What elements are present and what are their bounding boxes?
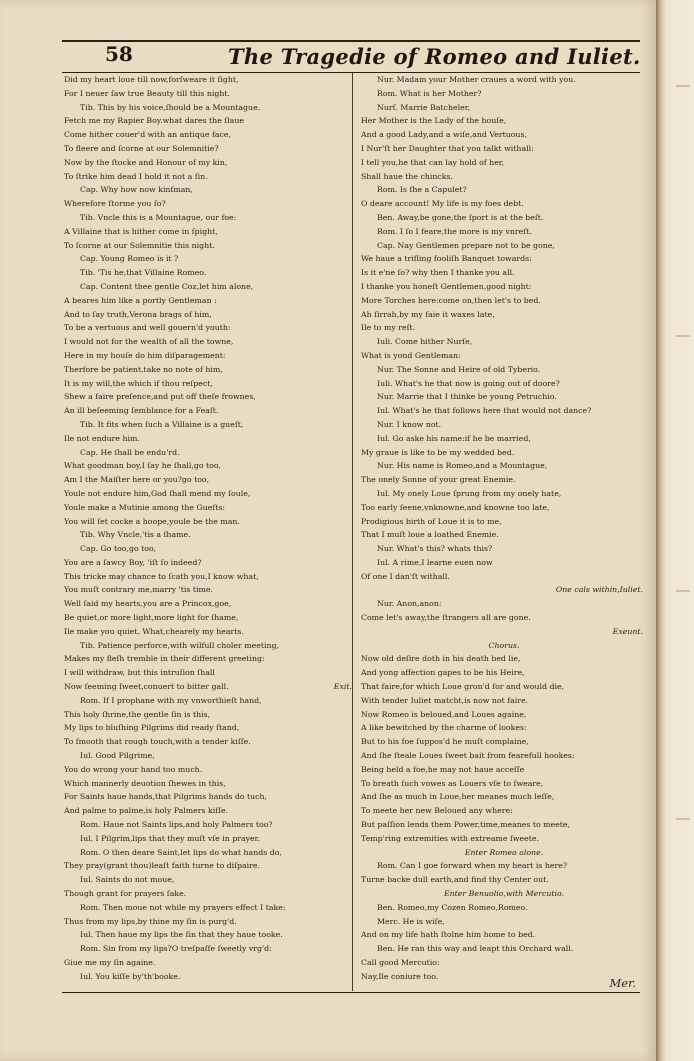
verse-line	[64, 335, 348, 349]
verse-line-text: Tib. Why Vncle,'tis a ſhame.	[80, 530, 191, 540]
verse-line	[64, 280, 348, 294]
verse-line-text: Tib. Patience perforce,with wilfull choler meeting,	[80, 640, 279, 650]
verse-line-text: Temp'ring extremities with extreame ſweete.	[361, 833, 539, 843]
verse-line	[361, 915, 647, 929]
verse-line-text: Rom. If I prophane with my vnworthieſt hand,	[80, 695, 262, 705]
verse-line-text: Wherefore ſtorme you ſo?	[64, 199, 166, 209]
verse-line-text: And on my life hath ſtolne him home to bed.	[361, 930, 536, 940]
verse-line	[64, 956, 348, 970]
header-rule-top	[62, 40, 640, 42]
verse-line	[361, 446, 647, 460]
verse-line	[361, 694, 647, 708]
verse-line	[64, 915, 348, 929]
verse-line-text: Iul. Good Pilgrime,	[80, 751, 155, 761]
verse-line	[361, 225, 647, 239]
verse-line-text: Nurſ. Marrie Batcheler,	[377, 102, 471, 112]
verse-line-text: This holy ſhrine,the gentle ſin is this,	[64, 709, 211, 719]
verse-line-text: O deare account! My life is my foes debt.	[361, 199, 524, 209]
verse-line	[361, 721, 647, 735]
verse-line	[361, 901, 647, 915]
verse-line-text: Rom. Sin from my lips?O treſpaſſe ſweetly vrg'd:	[80, 944, 272, 954]
verse-line	[64, 321, 348, 335]
verse-line-text: Shew a faire preſence,and put off theſe frownes,	[64, 392, 256, 402]
verse-line	[361, 321, 647, 335]
verse-line	[64, 666, 348, 680]
verse-line-text: Cap. Young Romeo is it ?	[80, 254, 179, 264]
verse-line	[361, 570, 647, 584]
verse-line	[361, 266, 647, 280]
verse-line-text: Now by the ſtocke and Honour of my kin,	[64, 157, 228, 167]
verse-line-text: Iuli. What's he that now is going out of doore?	[377, 378, 560, 388]
verse-line-text: Iuli. Come hither Nurſe,	[377, 337, 473, 347]
verse-line	[64, 542, 348, 556]
verse-line	[64, 680, 352, 694]
verse-line-text: Fetch me my Rapier Boy.what dares the ſlaue	[64, 116, 244, 126]
verse-line	[64, 583, 348, 597]
verse-line	[64, 652, 348, 666]
verse-line-text: Chorus.	[488, 640, 520, 650]
verse-line	[361, 763, 647, 777]
verse-line	[64, 418, 348, 432]
verse-line-text: Merc. He is wiſe,	[377, 916, 445, 926]
verse-line	[361, 404, 647, 418]
verse-line-text: Cap. Nay Gentlemen prepare not to be gone,	[377, 240, 555, 250]
verse-line	[64, 156, 348, 170]
verse-line	[361, 377, 647, 391]
verse-line	[361, 252, 647, 266]
verse-line-text: I would not for the wealth of all the towne,	[64, 337, 234, 347]
verse-line-text: You are a ſawcy Boy, 'iſt ſo indeed?	[64, 557, 202, 567]
verse-line	[361, 611, 647, 625]
verse-line	[64, 73, 348, 87]
verse-line	[64, 459, 348, 473]
verse-line-text: Ile make you quiet. What,chearely my hearts.	[64, 626, 244, 636]
verse-line	[64, 721, 348, 735]
verse-line-text: Though grant for prayers ſake.	[64, 889, 187, 899]
verse-line-text: Too early ſeene,vnknowne,and knowne too late,	[361, 502, 550, 512]
verse-line-text: For I neuer ſaw true Beauty till this night.	[64, 88, 230, 98]
verse-line-text: Iul. What's he that follows here that would not dance?	[377, 406, 592, 416]
footer-rule	[62, 992, 640, 993]
verse-line-text: They pray(grant thou)leaſt faith turne to diſpaire.	[64, 861, 260, 871]
verse-line	[64, 363, 348, 377]
verse-line	[361, 349, 647, 363]
verse-line	[64, 128, 348, 142]
verse-line-text: I Nur'ſt her Daughter that you talkt withall:	[361, 143, 534, 153]
verse-line-text: Of one I dan'ſt withall.	[361, 571, 450, 581]
verse-line-text: What goodman boy,I ſay he ſhall,go too,	[64, 461, 222, 471]
verse-line	[64, 266, 348, 280]
verse-line	[64, 970, 348, 984]
verse-line	[361, 487, 647, 501]
verse-line	[361, 556, 647, 570]
verse-line	[64, 887, 348, 901]
verse-line-text: My graue is like to be my wedded bed.	[361, 447, 515, 457]
verse-line-text: And ſhe ſteale Loues ſweet bait from fearefull hookes:	[361, 751, 575, 761]
verse-line	[361, 970, 647, 984]
verse-line	[361, 804, 647, 818]
verse-line-text: What is yond Gentleman:	[361, 350, 461, 360]
verse-line	[361, 956, 647, 970]
verse-line	[361, 942, 647, 956]
verse-line-text: Iul. A rime,I learne euen now	[377, 557, 493, 567]
verse-line	[361, 680, 647, 694]
verse-line-text: Shall haue the chincks.	[361, 171, 453, 181]
verse-line-text: Ile to my reſt.	[361, 323, 416, 333]
verse-line	[361, 859, 647, 873]
verse-line-text: My lips to bluſhing Pilgrims did ready ſtand,	[64, 723, 240, 733]
verse-line	[64, 349, 348, 363]
verse-line	[361, 473, 647, 487]
verse-line-text: Enter Romeo alone.	[464, 847, 544, 857]
verse-line-text: Nur. I know not.	[377, 419, 442, 429]
verse-line	[361, 928, 647, 942]
verse-line	[64, 749, 348, 763]
verse-line	[64, 515, 348, 529]
verse-line	[64, 252, 348, 266]
verse-line	[361, 197, 647, 211]
verse-line	[64, 570, 348, 584]
verse-line	[361, 114, 647, 128]
verse-line-text: A like bewitched by the charme of lookes:	[361, 723, 527, 733]
verse-line	[361, 459, 647, 473]
verse-line-text: Rom. I ſo I feare,the more is my vnreſt.	[377, 226, 532, 236]
verse-line-text: Rom. O then deare Saint,let lips do what hands do,	[80, 847, 282, 857]
verse-line	[361, 515, 647, 529]
verse-line	[64, 901, 348, 915]
verse-line-text: Ben. Away,be gone,the ſport is at the beſt.	[377, 212, 544, 222]
verse-line-text: Cap. He ſhall be endu'rd.	[80, 447, 180, 457]
verse-line	[361, 183, 647, 197]
verse-line-text: To be a vertuous and well gouern'd youth:	[64, 323, 231, 333]
verse-line-text: Nur. Anon,anon:	[377, 599, 442, 609]
verse-line-text: More Torches here:come on,then let's to bed.	[361, 295, 541, 305]
verse-line	[361, 142, 647, 156]
verse-line-text: Nay,Ile coniure too.	[361, 971, 439, 981]
verse-line	[361, 128, 647, 142]
verse-line-text: Prodigious birth of Loue it is to me,	[361, 516, 502, 526]
verse-line-text: Nur. Madam your Mother craues a word with you.	[377, 75, 576, 84]
verse-line	[64, 928, 348, 942]
verse-line	[64, 446, 348, 460]
verse-line-text: Being held a foe,he may not haue acceſſe	[361, 764, 525, 774]
verse-line-text: To breath ſuch vowes as Louers vſe to ſweare,	[361, 778, 544, 788]
verse-line-text: Come hither couer'd with an antique face,	[64, 130, 232, 140]
verse-line-text: To fleere and ſcorne at our Solemnitie?	[64, 143, 219, 153]
verse-line-text: Her Mother is the Lady of the houſe,	[361, 116, 507, 126]
verse-line	[361, 625, 647, 639]
verse-line-text: I will withdraw, but this intruſion ſhall	[64, 668, 215, 678]
verse-line-text: Now ſeeming ſweet,conuert to bitter gall.	[64, 682, 229, 692]
verse-line-text: Thus from my lips,by thine my ſin is purg'd.	[64, 916, 237, 926]
verse-line-text: Now old deſire doth in his death bed lie,	[361, 654, 521, 664]
verse-line	[64, 942, 348, 956]
verse-line	[361, 887, 647, 901]
right-text-column	[361, 73, 647, 984]
adjacent-page-edge	[656, 0, 694, 1061]
verse-line-text: Rom. Haue not Saints lips,and holy Palmers too?	[80, 820, 273, 830]
verse-line-text: Am I the Maiſter here or you?go too,	[64, 475, 210, 485]
verse-line	[64, 804, 348, 818]
verse-line-text: Cap. Why how now kinſman,	[80, 185, 193, 195]
verse-line	[64, 87, 348, 101]
verse-line-text: Youle make a Mutinie among the Gueſts:	[64, 502, 225, 512]
verse-line	[361, 666, 647, 680]
verse-line-text: With tender Iuliet matcht,is now not faire.	[361, 695, 529, 705]
verse-line-text: Therfore be patient,take no note of him,	[64, 364, 223, 374]
verse-line-text: To meete her new Beloued any where:	[361, 806, 513, 816]
verse-line-text: But paſſion lends them Power,time,meanes to meete,	[361, 820, 571, 830]
verse-line	[64, 101, 348, 115]
verse-line	[64, 225, 348, 239]
running-title: The Tragedie of Romeo and Iuliet.	[228, 44, 641, 69]
verse-line	[64, 432, 348, 446]
verse-line	[361, 432, 647, 446]
verse-line-text: Nur. His name is Romeo,and a Mountague,	[377, 461, 548, 471]
verse-line	[64, 142, 348, 156]
verse-line	[361, 542, 647, 556]
verse-line	[361, 280, 647, 294]
verse-line	[64, 390, 348, 404]
verse-line	[64, 625, 348, 639]
stage-direction-exit: Exit.	[333, 682, 352, 692]
verse-line-text: It is my will,the which if thou reſpect,	[64, 378, 213, 388]
verse-line	[64, 556, 348, 570]
verse-line-text: Which mannerly deuotion ſhewes in this,	[64, 778, 226, 788]
verse-line-text: Ile not endure him.	[64, 433, 140, 443]
verse-line-text: Nur. The Sonne and Heire of old Tyberio.	[377, 364, 541, 374]
verse-line-text: Makes my fleſh tremble in their different greeting:	[64, 654, 265, 664]
verse-line-text: Cap. Content thee gentle Coz,let him alone,	[80, 281, 254, 291]
verse-line-text: Nur. Marrie that I thinke be young Petruchio.	[377, 392, 557, 402]
verse-line-text: Well ſaid my hearts,you are a Princox,goe,	[64, 599, 232, 609]
column-divider	[352, 73, 353, 991]
verse-line	[361, 308, 647, 322]
verse-line	[64, 404, 348, 418]
verse-line-text: Ben. He ran this way and leapt this Orchard wall.	[377, 944, 574, 954]
verse-line-text: Here in my houſe do him diſparagement:	[64, 350, 226, 360]
verse-line	[361, 818, 647, 832]
verse-line	[361, 873, 647, 887]
verse-line-text: I thanke you honeſt Gentlemen,good night:	[361, 281, 532, 291]
verse-line-text: The onely Sonne of your great Enemie.	[361, 475, 516, 485]
verse-line-text: That I muſt loue a loathed Enemie.	[361, 530, 499, 540]
verse-line-text: You do wrong your hand too much.	[64, 764, 203, 774]
verse-line-text: Iul. Saints do not moue,	[80, 875, 175, 885]
verse-line-text: That faire,for which Loue gron'd for and would die,	[361, 682, 565, 692]
verse-line-text: Come let's away,the ſtrangers all are gone.	[361, 613, 531, 623]
verse-line-text: Iul. I Pilgrim,lips that they muſt vſe in prayer.	[80, 833, 260, 843]
verse-line	[361, 87, 647, 101]
verse-line	[64, 183, 348, 197]
verse-line	[361, 528, 647, 542]
verse-line	[361, 735, 647, 749]
verse-line-text: Is it e'ne ſo? why then I thanke you all.	[361, 268, 515, 278]
verse-line	[361, 294, 647, 308]
verse-line-text: Tib. It fits when ſuch a Villaine is a gueſt,	[80, 419, 244, 429]
verse-line-text: Tib. Vncle this is a Mountague, our foe:	[80, 212, 237, 222]
verse-line	[64, 308, 348, 322]
verse-line-text: And a good Lady,and a wiſe,and Vertuous,	[361, 130, 527, 140]
verse-line	[64, 859, 348, 873]
verse-line	[64, 611, 348, 625]
verse-line-text: An ill beſeeming ſemblance for a Feaſt.	[64, 406, 219, 416]
verse-line	[64, 597, 348, 611]
verse-line-text: You muſt contrary me,marry 'tis time.	[64, 585, 214, 595]
verse-line-text: Tib. 'Tis he,that Villaine Romeo.	[80, 268, 207, 278]
verse-line	[64, 239, 348, 253]
verse-line	[361, 639, 647, 653]
verse-line-text: Iul. Then haue my lips the ſin that they haue tooke.	[80, 930, 283, 940]
verse-line-text: A Villaine that is hither come in ſpight,	[64, 226, 218, 236]
verse-line-text: And to ſay truth,Verona brags of him,	[64, 309, 212, 319]
verse-line	[361, 170, 647, 184]
verse-line	[361, 501, 647, 515]
verse-line-text: Rom. What is her Mother?	[377, 88, 482, 98]
verse-line	[64, 528, 348, 542]
verse-line	[64, 197, 348, 211]
verse-line	[361, 846, 647, 860]
verse-line-text: Iul. My onely Loue ſprung from my onely hate,	[377, 488, 562, 498]
verse-line-text: Cap. Go too,go too,	[80, 544, 157, 554]
verse-line-text: To ſmooth that rough touch,with a tender kiſſe.	[64, 737, 251, 747]
verse-line	[64, 846, 348, 860]
verse-line-text: One cals within,Iuliet.	[555, 585, 643, 595]
verse-line-text: Call good Mercutio:	[361, 958, 440, 967]
verse-line-text: Nur. What's this? whats this?	[377, 544, 493, 554]
verse-line	[64, 832, 348, 846]
verse-line-text: Did my heart loue till now,forſweare it ſight,	[64, 75, 239, 84]
verse-line-text: Iul. Go aske his name:if he be married,	[377, 433, 531, 443]
verse-line-text: I tell you,he that can lay hold of her,	[361, 157, 505, 167]
verse-line	[361, 390, 647, 404]
verse-line	[64, 473, 348, 487]
verse-line-text: Ah ſirrah,by my faie it waxes late,	[361, 309, 495, 319]
verse-line-text: Iul. You kiſſe by'th'booke.	[80, 971, 181, 981]
verse-line	[64, 501, 348, 515]
verse-line-text: But to his foe ſuppos'd he muſt complaine,	[361, 737, 529, 747]
verse-line	[64, 708, 348, 722]
verse-line-text: Rom. Is ſhe a Capulet?	[377, 185, 467, 195]
verse-line	[64, 873, 348, 887]
verse-line	[361, 156, 647, 170]
verse-line	[361, 418, 647, 432]
verse-line	[361, 239, 647, 253]
verse-line	[361, 73, 647, 87]
verse-line-text: Turne backe dull earth,and find thy Center out.	[361, 875, 549, 885]
verse-line-text: Rom. Can I goe forward when my heart is here?	[377, 861, 568, 871]
verse-line	[361, 335, 647, 349]
verse-line	[64, 777, 348, 791]
left-text-column	[64, 73, 352, 984]
verse-line	[361, 749, 647, 763]
verse-line-text: Exeunt.	[612, 626, 643, 636]
verse-line	[64, 294, 348, 308]
verse-line-text: To ſtrike him dead I hold it not a ſin.	[64, 171, 208, 181]
verse-line-text: Rom. Then moue not while my prayers effect I take:	[80, 902, 286, 912]
verse-line-text: Ben. Romeo,my Cozen Romeo,Romeo.	[377, 902, 528, 912]
verse-line-text: Youle not endure him,God ſhall mend my ſoule,	[64, 488, 251, 498]
verse-line	[64, 790, 348, 804]
verse-line	[361, 652, 647, 666]
verse-line-text: Tib. This by his voice,ſhould be a Mountague.	[80, 102, 261, 112]
verse-line	[64, 694, 348, 708]
verse-line	[361, 583, 647, 597]
verse-line	[64, 114, 348, 128]
verse-line	[361, 777, 647, 791]
verse-line-text: To ſcorne at our Solemnitie this night.	[64, 240, 215, 250]
verse-line-text: For Saints haue hands,that Pilgrims hands do tuch,	[64, 792, 268, 802]
verse-line-text: A beares him like a portly Gentleman :	[64, 295, 217, 305]
verse-line	[361, 363, 647, 377]
verse-line-text: This tricke may chance to ſcath you,I know what,	[64, 571, 259, 581]
verse-line	[361, 597, 647, 611]
verse-line-text: Giue me my ſin againe.	[64, 958, 156, 967]
verse-line	[64, 735, 348, 749]
verse-line	[361, 101, 647, 115]
verse-line	[64, 487, 348, 501]
verse-line	[64, 170, 348, 184]
verse-line-text: And yong affection gapes to be his Heire,	[361, 668, 525, 678]
verse-line	[64, 818, 348, 832]
page-number: 58	[105, 42, 133, 66]
verse-line-text: And ſhe as much in Loue,her meanes much leſſe,	[361, 792, 555, 802]
verse-line-text: Enter Benuolio,with Mercutio.	[443, 889, 565, 899]
verse-line-text: Be quiet,or more light,more light for ſhame,	[64, 613, 239, 623]
verse-line	[361, 708, 647, 722]
verse-line-text: You will ſet cocke a hoope,youle be the man.	[64, 516, 240, 526]
catchword: Mer.	[609, 976, 636, 990]
verse-line	[361, 790, 647, 804]
verse-line-text: And palme to palme,is holy Palmers kiſſe.	[64, 806, 229, 816]
verse-line	[64, 639, 348, 653]
verse-line-text: Now Romeo is beloued,and Loues againe,	[361, 709, 527, 719]
verse-line-text: We haue a trifling fooliſh Banquet towards:	[361, 254, 532, 264]
verse-line	[361, 832, 647, 846]
verse-line	[64, 211, 348, 225]
verse-line	[64, 377, 348, 391]
verse-line	[64, 763, 348, 777]
verse-line	[361, 211, 647, 225]
